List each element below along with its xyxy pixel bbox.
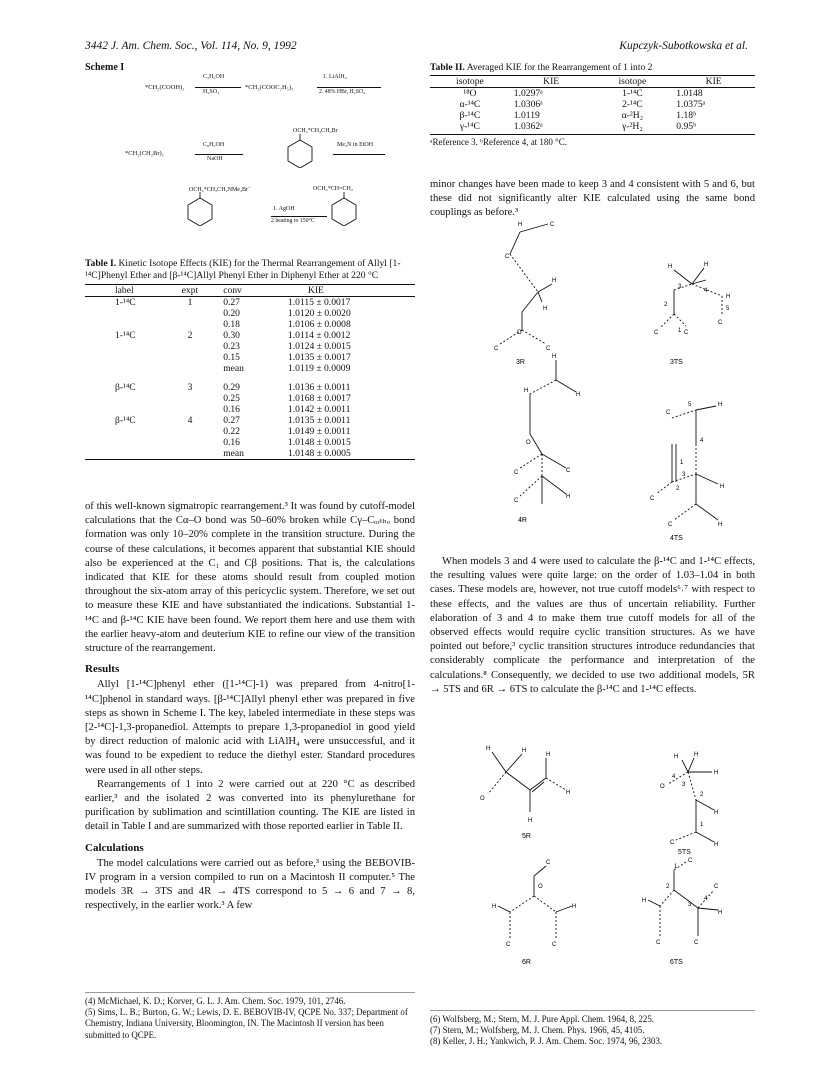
atom-label: H (543, 306, 548, 312)
table-1-cell (85, 404, 178, 415)
table-1-cell: β-¹⁴C (115, 382, 136, 394)
table-1-spacer (85, 374, 415, 382)
table-1-cell: 0.30 (223, 330, 240, 342)
atom-number: 2 (700, 792, 704, 798)
paragraph: Rearrangements of 1 into 2 were carried out at 220 °C as described earlier,³ and the isolated 2 was converted into its phenylurethane for purification by sublimation and scintillation counting. The KIE are listed in detail in Table I and are summarized with those reported earlier in Table II. (85, 778, 415, 833)
table-2-cell: 1.0297ᵃ (513, 88, 543, 99)
table-1-cell (85, 426, 178, 437)
table-1-cell (85, 448, 178, 460)
atom-number: 1 (700, 822, 704, 828)
table-2-cell: ¹⁸O (463, 88, 477, 99)
table-2 (430, 75, 755, 132)
table-1-cell (178, 404, 220, 415)
table-1-cell: 1.0114 ± 0.0012 (287, 330, 351, 342)
table-2-block (430, 62, 755, 147)
right-footnotes (430, 1010, 755, 1048)
table-2-cell: 1.0119 (513, 110, 540, 121)
atom-label: H (668, 264, 673, 270)
atom-label: C (666, 410, 671, 416)
table-1-header-row (85, 285, 415, 297)
atom-label: H (518, 222, 523, 228)
atom-number: 5 (688, 402, 692, 408)
table-2-cell: γ-²H₂ (622, 121, 643, 132)
table-1-cell: 1.0168 ± 0.0017 (287, 393, 351, 405)
table-1-row (85, 393, 415, 404)
scheme-row2-arrow2-top: Me₃N in EtOH (337, 142, 374, 148)
atom-label: H (572, 904, 577, 910)
scheme-row1-arrow-bottom: H₂SO₄ (203, 89, 220, 95)
atom-label: C (494, 346, 499, 352)
atom-number: 1 (680, 460, 684, 466)
table-1-cell: 0.20 (223, 308, 240, 320)
table-1-cell: 1-¹⁴C (115, 330, 136, 342)
atom-label: O (480, 796, 485, 802)
table-1-cell (178, 308, 220, 319)
structure-label-4ts: 4TS (670, 535, 683, 542)
table-2-header: isotope (618, 76, 647, 87)
atom-label: C (566, 468, 571, 474)
atom-label: C (656, 940, 661, 946)
paragraph: When models 3 and 4 were used to calculate the β-¹⁴C and 1-¹⁴C effects, the resulting values were quite large: on the order of 1.03–1.04 in both cases. These models are, however, not true cutoff models⁶˒⁷ with respect to these effects, and the values are thus of uncertain reliability. Further elaboration of 3 and 4 to make them true cutoff models for all of the observed effects would require cyclic transition structures. As we have pointed out before,³ cyclic transition structures introduce redundancies that considerably complicate the performance and interpretation of the calculations.⁸ Consequently, we decided to use two additional models, 5R → 5TS and 6R → 6TS to calculate the β-¹⁴C and 1-¹⁴C effects. (430, 556, 755, 695)
footnote-4: (4) McMichael, K. D.; Korver, G. L. J. Am. Chem. Soc. 1979, 101, 2746. (85, 996, 346, 1006)
table-1-cell: 1.0135 ± 0.0011 (287, 415, 351, 427)
atom-label: H (726, 294, 731, 300)
table-1-cell (178, 363, 220, 374)
atom-number: 3 (688, 902, 692, 908)
table-2-cell: 0.95ᵇ (676, 121, 697, 132)
table-1-cell (85, 352, 178, 363)
scheme-row2-sub: OCH₂*CH₂CH₂Br (293, 128, 338, 134)
table-1-cell: 1.0148 ± 0.0015 (287, 437, 351, 449)
scheme-row1-start: *CH₂(COOH)₂ (145, 84, 185, 91)
atom-label: H (524, 388, 529, 394)
table-1-row (85, 330, 415, 341)
atom-number: 3 (682, 782, 686, 788)
structure-label-6r: 6R (522, 959, 531, 966)
atom-number: 1 (678, 328, 682, 334)
atom-label: C (550, 222, 555, 228)
table-2-row (430, 99, 755, 110)
scheme-arrow-3 (195, 154, 243, 155)
atom-number: 4 (704, 288, 708, 294)
table-1-cell (178, 319, 220, 330)
atom-label: H (552, 278, 557, 284)
atom-label: C (684, 330, 689, 336)
table-1-cell: 0.29 (223, 382, 240, 394)
table-1-row (85, 297, 415, 309)
atom-label: H (576, 392, 581, 398)
table-1 (85, 284, 415, 460)
table-1-cell: 3 (187, 382, 193, 394)
table-1-cell: 1.0106 ± 0.0008 (287, 319, 351, 331)
atom-label: H (522, 748, 527, 754)
table-1-row (85, 437, 415, 448)
table-2-caption-text: Averaged KIE for the Rearrangement of 1 into 2 (464, 62, 653, 73)
scheme-row2-arrow-top: C₆H₅OH (203, 142, 225, 148)
atom-label: C (546, 346, 551, 352)
table-1-row (85, 363, 415, 374)
table-1-header: KIE (307, 285, 324, 297)
atom-label: H (674, 754, 679, 760)
atom-label: O (526, 440, 531, 446)
atom-label: H (566, 790, 571, 796)
table-1-row (85, 448, 415, 460)
atom-label: H (486, 746, 491, 752)
table-2-header-row (430, 76, 755, 88)
atom-label: H (714, 842, 719, 848)
table-1-cell (178, 426, 220, 437)
atom-number: 2 (676, 486, 680, 492)
table-1-row (85, 404, 415, 415)
scheme-row3-arrow-top: 1. AgOH (273, 206, 295, 212)
table-1-cell: 0.16 (223, 404, 240, 416)
paragraph: minor changes have been made to keep 3 and 4 consistent with 5 and 6, but these did not significantly alter KIE calculated using the same bond couplings as before.³ (430, 179, 755, 219)
scheme-arrow-5 (271, 216, 327, 217)
atom-number: 2 (664, 302, 668, 308)
table-2-cell: β-¹⁴C (459, 110, 481, 121)
atom-label: H (718, 910, 723, 916)
atom-number: 1 (674, 864, 678, 870)
atom-label: C (668, 522, 673, 528)
scheme-row1-arrow2-bottom: 2. 48% HBr, H₂SO₄ (319, 89, 366, 95)
scheme-row3-arrow-bottom: 2 heating to 150°C (271, 218, 315, 224)
table-1-cell: 1-¹⁴C (115, 297, 136, 309)
scheme-row1-arrow2-top: 1. LiAlH₄ (323, 74, 347, 80)
atom-label: H (528, 818, 533, 824)
atom-label: C (506, 942, 511, 948)
table-1-cell: mean (223, 363, 244, 375)
table-2-cell: 1.0362ᵃ (513, 121, 543, 132)
atom-label: H (720, 484, 725, 490)
running-header-right: Kupczyk-Subotkowska et al. (619, 40, 748, 52)
running-header-left: 3442 J. Am. Chem. Soc., Vol. 114, No. 9, 1992 (85, 40, 297, 52)
table-2-cell: 1.0375ᵃ (676, 99, 706, 110)
table-2-cell: α-²H₂ (621, 110, 644, 121)
table-1-cell (85, 341, 178, 352)
atom-label: C (654, 330, 659, 336)
table-1-cell: 1.0149 ± 0.0011 (287, 426, 351, 438)
atom-number: 3 (678, 284, 682, 290)
atom-number: 2 (666, 884, 670, 890)
atom-label: C (514, 498, 519, 504)
scheme-1 (85, 62, 405, 252)
table-1-cell (178, 352, 220, 363)
table-2-footnote: ᵃReference 3. ᵇReference 4, at 180 °C. (430, 134, 755, 147)
table-2-cell: 1.0306ᵃ (513, 99, 543, 110)
atom-label: H (714, 810, 719, 816)
atom-number: 5 (726, 306, 730, 312)
table-1-cell: 1.0120 ± 0.0020 (287, 308, 351, 320)
table-1-cell (85, 437, 178, 448)
table-1-cell: β-¹⁴C (115, 415, 136, 427)
scheme-arrow-1 (195, 87, 241, 88)
table-1-cell: 1.0124 ± 0.0015 (287, 341, 351, 353)
scheme-title: Scheme I (85, 62, 125, 73)
table-1-cell (85, 319, 178, 330)
table-1-cell: 1.0136 ± 0.0011 (287, 382, 351, 394)
table-2-caption (430, 62, 755, 73)
table-1-row (85, 426, 415, 437)
scheme-arrow-2 (317, 87, 381, 88)
table-1-cell: 0.25 (223, 393, 240, 405)
atom-label: C (714, 884, 719, 890)
table-1-cell: mean (223, 448, 244, 460)
atom-number: 3 (682, 472, 686, 478)
atom-label: H (714, 770, 719, 776)
scheme-row2-start: *CH₂(CH₂Br)₂ (125, 150, 164, 157)
table-1-cell: 0.22 (223, 426, 240, 438)
benzene-ring-2 (185, 192, 215, 226)
atom-label: C (514, 470, 519, 476)
atom-label: H (704, 262, 709, 268)
scheme-row2-arrow-bottom: NaOH (207, 156, 223, 162)
left-footnotes (85, 992, 415, 1041)
table-1-block (85, 258, 415, 460)
table-1-cell (178, 393, 220, 404)
atom-label: H (546, 752, 551, 758)
atom-label: C (552, 942, 557, 948)
scheme-row3-product: OCH₂*CH=CH₂ (313, 186, 353, 192)
table-1-cell: 1.0115 ± 0.0017 (287, 297, 351, 309)
table-2-caption-label: Table II. (430, 62, 465, 73)
table-1-caption-label: Table I. (85, 258, 117, 269)
atom-label: H (642, 898, 647, 904)
atom-number: 4 (704, 896, 708, 902)
atom-label: C (505, 254, 510, 260)
table-1-cell: 1.0135 ± 0.0017 (287, 352, 351, 364)
benzene-ring-3 (329, 192, 359, 226)
benzene-ring-1 (285, 134, 315, 168)
table-1-row (85, 341, 415, 352)
table-1-cell: 0.15 (223, 352, 240, 364)
table-1-row (85, 308, 415, 319)
results-heading: Results (85, 663, 120, 676)
table-1-header: expt (181, 285, 199, 297)
table-2-cell: 2-¹⁴C (622, 99, 643, 110)
table-1-cell: 1.0148 ± 0.0005 (287, 448, 351, 460)
table-1-cell (178, 448, 220, 460)
table-1-cell: 1.0142 ± 0.0011 (287, 404, 351, 416)
table-2-row (430, 88, 755, 100)
table-2-cell: 1.0148 (676, 88, 703, 99)
structures-3-4 (460, 214, 760, 554)
atom-label: H (566, 494, 571, 500)
atom-label: C (546, 860, 551, 866)
atom-number: 4 (672, 774, 676, 780)
table-2-cell: 1-¹⁴C (622, 88, 643, 99)
paragraph: Allyl [1-¹⁴C]phenyl ether ([1-¹⁴C]-1) was prepared from 4-nitro[1-¹⁴C]phenol in standard ways. [β-¹⁴C]Allyl phenyl ether was prepared in five steps as shown in Scheme I. The key, labeled intermediate in these steps was [2-¹⁴C]-1,3-propanediol. Attempts to prepare 1,3-propanediol in good yield by direct reduction of malonic acid with LiAlH₄ were unsuccessful, and it was found to be expedient to reduce the diethyl ester. Standard procedures were used in all other steps. (85, 679, 415, 776)
table-2-cell: γ-¹⁴C (459, 121, 480, 132)
atom-label: C (670, 840, 675, 846)
structure-label-5r: 5R (522, 833, 531, 840)
scheme-row3-sub: OCH₂*CH₂CH₂NMe₃Br⁻ (189, 187, 252, 193)
table-1-cell: 1.0119 ± 0.0009 (287, 363, 351, 375)
footnote-5: (5) Sims, L. B.; Burton, G. W.; Lewis, D. E. BEBOVIB-IV, QCPE No. 337; Department of Chemistry, Indiana University, Bloomington, IN. The Macintosh II version has been submitted to QCPE. (85, 1007, 408, 1040)
left-column-body (85, 500, 415, 914)
atom-label: H (718, 402, 723, 408)
table-1-cell: 4 (187, 415, 193, 427)
table-1-cell (85, 308, 178, 319)
table-1-row (85, 352, 415, 363)
right-column-body-2 (430, 555, 755, 697)
structure-label-4r: 4R (518, 517, 527, 524)
atom-label: C (688, 858, 693, 864)
structure-label-6ts: 6TS (670, 959, 683, 966)
footnote-8: (8) Keller, J. H.; Yankwich, P. J. Am. Chem. Soc. 1974, 96, 2303. (430, 1036, 663, 1047)
footnote-6: (6) Wolfsberg, M.; Stern, M. J. Pure Appl. Chem. 1964, 8, 225. (430, 1014, 655, 1024)
paragraph: of this well-known sigmatropic rearrangement.³ It was found by cutoff-model calculations that the Cα–O bond was 50–60% broken while Cγ–Cₒᵣₜₕₒ bond formation was only 10–20% complete in the transition structure. During the course of these calculations, it becomes apparent that substantial KIE should also be experienced at the C₁ and Cβ positions. That is, the calculations indicated that KIE for these atoms should result from coupled motion throughout the six-atom array of this pericyclic system. Therefore, we set out to measure these KIE and have substantiated the indications. Substantial 1-¹⁴C and β-¹⁴C KIE have been found. We report them here and use them with the earlier heavy-atom and deuterium KIE to refine our view of the transition structure of the rearrangement. (85, 501, 415, 655)
structure-label-5ts: 5TS (678, 849, 691, 856)
table-1-cell (85, 363, 178, 374)
paragraph: The model calculations were carried out as before,³ using the BEBOVIB-IV program in a version compiled to run on a Macintosh II computer.⁵ The models 3R → 3TS and 4R → 4TS correspond to 5 → 6 and 7 → 8, respectively, in the earlier work.³ A few (85, 857, 415, 912)
atom-label: O (538, 884, 543, 890)
scheme-arrow-4 (333, 154, 385, 155)
table-2-header: isotope (456, 76, 484, 87)
table-1-cell: 2 (187, 330, 193, 342)
table-1-cell (178, 341, 220, 352)
atom-label: C (718, 320, 723, 326)
atom-label: H (492, 904, 497, 910)
structure-label-3ts: 3TS (670, 359, 683, 366)
table-1-cell: 0.16 (223, 437, 240, 449)
footnote-7: (7) Stern, M.; Wolfsberg, M. J. Chem. Phys. 1966, 45, 4105. (430, 1025, 645, 1036)
structures-5-6 (460, 720, 760, 990)
scheme-row1-arrow-top: C₂H₅OH (203, 74, 225, 80)
table-1-cell: 0.23 (223, 341, 240, 353)
atom-label: H (694, 752, 699, 758)
table-2-header: KIE (543, 76, 560, 87)
table-1-cell (178, 437, 220, 448)
table-1-header: label (115, 285, 134, 297)
atom-number: 4 (700, 438, 704, 444)
table-1-cell: 1 (187, 297, 193, 309)
structure-label-3r: 3R (516, 359, 525, 366)
atom-label: C (650, 496, 655, 502)
table-1-row (85, 415, 415, 426)
atom-label: C (694, 940, 699, 946)
table-1-cell (85, 393, 178, 404)
table-1-row (85, 382, 415, 393)
table-1-caption-text: Kinetic Isotope Effects (KIE) for the Thermal Rearrangement of Allyl [1-¹⁴C]Phenyl Ether and [β-¹⁴C]Allyl Phenyl Ether in Diphenyl Ether at 220 °C (85, 258, 401, 281)
table-2-row (430, 110, 755, 121)
calculations-heading: Calculations (85, 841, 144, 854)
table-1-cell: 0.18 (223, 319, 240, 331)
table-1-header: conv (223, 285, 242, 297)
atom-label: O (517, 330, 522, 336)
table-1-row (85, 319, 415, 330)
table-2-header: KIE (705, 76, 722, 87)
table-2-row (430, 121, 755, 132)
atom-label: H (718, 522, 723, 528)
table-1-cell: 0.27 (223, 297, 240, 309)
scheme-row1-mid: *CH₂(COOC₂H₅)₂ (245, 84, 294, 91)
table-1-cell: 0.27 (223, 415, 240, 427)
table-2-cell: 1.18ᵇ (676, 110, 697, 121)
atom-label: H (552, 354, 557, 360)
table-1-caption (85, 258, 415, 281)
table-2-cell: α-¹⁴C (459, 99, 481, 110)
atom-label: O (660, 784, 665, 790)
